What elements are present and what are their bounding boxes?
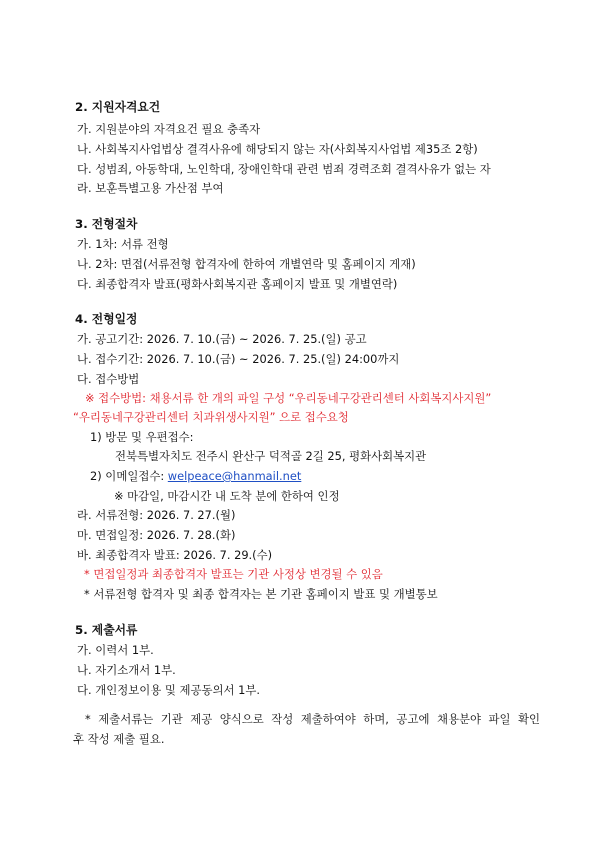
- receipt-method-title: 다. 접수방법: [77, 372, 140, 386]
- visit-mail-title: 1) 방문 및 우편접수:: [90, 430, 194, 444]
- list-item: 라. 보훈특별고용 가산점 부여: [77, 181, 224, 195]
- final-announcement-date: 바. 최종합격자 발표: 2026. 7. 29.(수): [77, 548, 273, 562]
- deadline-note: ※ 마감일, 마감시간 내 도착 분에 한하여 인정: [114, 489, 340, 503]
- submission-note: * 제출서류는 기관 제공 양식으로 작성 제출하여야 하며, 공고에 채용분야 파일 확인: [85, 712, 540, 726]
- list-item: 나. 자기소개서 1부.: [77, 663, 176, 677]
- list-item: 다. 개인정보이용 및 제공동의서 1부.: [77, 683, 261, 697]
- list-item: 나. 2차: 면접(서류전형 합격자에 한하여 개별연락 및 홈페이지 게재): [77, 257, 416, 271]
- section-heading-documents: 5. 제출서류: [75, 623, 138, 637]
- document-screening-date: 라. 서류전형: 2026. 7. 27.(월): [77, 508, 236, 522]
- list-item: 나. 사회복지사업법상 결격사유에 해당되지 않는 자(사회복지사업법 제35조 2항): [77, 142, 478, 156]
- list-item: 다. 최종합격자 발표(평화사회복지관 홈페이지 발표 및 개별연락): [77, 277, 398, 291]
- receipt-method-note: ※ 접수방법: 채용서류 한 개의 파일 구성 “우리동네구강관리센터 사회복지사지원”: [85, 391, 492, 405]
- section-heading-procedure: 3. 전형절차: [75, 217, 138, 231]
- list-item: 다. 성범죄, 아동학대, 노인학대, 장애인학대 관련 범죄 경력조회 결격사유가 없는 자: [77, 162, 491, 176]
- interview-date: 마. 면접일정: 2026. 7. 28.(화): [77, 528, 236, 542]
- email-link[interactable]: welpeace@hanmail.net: [167, 469, 302, 483]
- announcement-period: 가. 공고기간: 2026. 7. 10.(금) ~ 2026. 7. 25.(일) 공고: [77, 332, 367, 346]
- section-heading-qualifications: 2. 지원자격요건: [75, 100, 161, 114]
- section-heading-schedule: 4. 전형일정: [75, 312, 138, 326]
- visit-address: 전북특별자치도 전주시 완산구 덕적골 2길 25, 평화사회복지관: [115, 449, 427, 463]
- email-label: 2) 이메일접수:: [90, 469, 165, 483]
- schedule-change-note: * 면접일정과 최종합격자 발표는 기관 사정상 변경될 수 있음: [84, 567, 383, 581]
- list-item: 가. 이력서 1부.: [77, 643, 154, 657]
- receipt-method-note-cont: “우리동네구강관리센터 치과위생사지원” 으로 접수요청: [73, 410, 349, 424]
- email-receipt: [90, 468, 301, 484]
- receipt-period: 나. 접수기간: 2026. 7. 10.(금) ~ 2026. 7. 25.(일) 24:00까지: [77, 352, 400, 366]
- notification-note: * 서류전형 합격자 및 최종 합격자는 본 기관 홈페이지 발표 및 개별통보: [84, 587, 438, 601]
- list-item: 가. 지원분야의 자격요건 필요 충족자: [77, 122, 261, 136]
- submission-note-cont: 후 작성 제출 필요.: [73, 732, 165, 746]
- list-item: 가. 1차: 서류 전형: [77, 237, 169, 251]
